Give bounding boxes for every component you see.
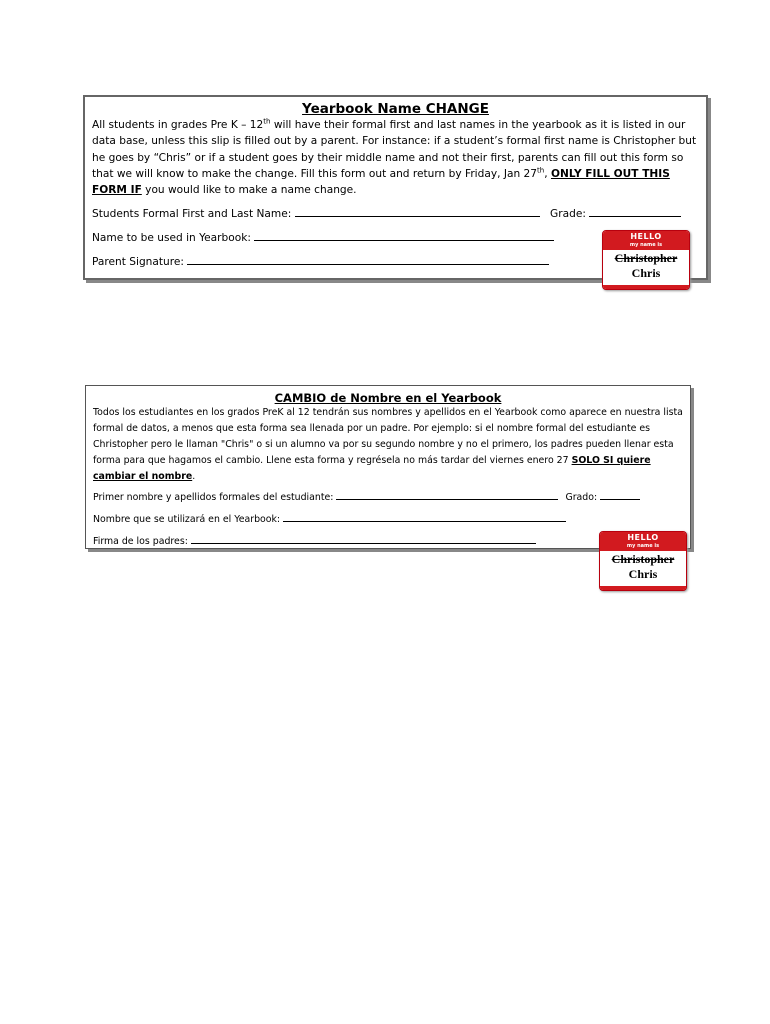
spanish-instructions-part2: . bbox=[192, 471, 196, 482]
english-sup1: th bbox=[263, 117, 271, 126]
english-instructions-part4: you would like to make a name change. bbox=[141, 184, 357, 197]
spanish-grade-label: Grado: bbox=[565, 492, 598, 503]
english-name-field[interactable] bbox=[295, 207, 540, 217]
spanish-form bbox=[85, 385, 691, 549]
name-tag-footer-stripe bbox=[603, 285, 689, 289]
name-tag-hello: HELLO bbox=[630, 232, 662, 241]
english-grade-field[interactable] bbox=[589, 207, 681, 217]
english-title: Yearbook Name CHANGE bbox=[302, 101, 489, 117]
english-sup2: th bbox=[537, 166, 545, 175]
english-yearbook-label: Name to be used in Yearbook: bbox=[92, 232, 251, 245]
spanish-signature-label: Firma de los padres: bbox=[93, 536, 188, 547]
spanish-name-field[interactable] bbox=[336, 490, 558, 500]
english-name-row bbox=[92, 202, 706, 226]
spanish-yearbook-label: Nombre que se utilizará en el Yearbook: bbox=[93, 514, 281, 525]
name-tag-header bbox=[603, 231, 689, 250]
name-tag-header bbox=[600, 532, 686, 551]
spanish-name-label: Primer nombre y apellidos formales del estudiante: bbox=[93, 492, 334, 503]
english-name-label: Students Formal First and Last Name: bbox=[92, 208, 292, 221]
english-instructions-part2: will have their formal first and last names in the yearbook as it is listed in our data base, unless this slip is filled out by a parent. For instance: if a student’s formal first name is Christopher but he goes by “Chris” or if a student goes by their middle name and not their first, parents can fill out this form so that we will know to make the change. Fill this form out and return by Friday, Jan 27 bbox=[92, 119, 697, 180]
name-tag-subtitle: my name is bbox=[629, 242, 663, 248]
spanish-signature-field[interactable] bbox=[191, 534, 536, 544]
spanish-instructions bbox=[93, 405, 684, 485]
english-signature-field[interactable] bbox=[187, 255, 549, 265]
spanish-title: CAMBIO de Nombre en el Yearbook bbox=[274, 391, 502, 405]
english-signature-label: Parent Signature: bbox=[92, 256, 184, 269]
name-tag-crossed-name: Christopher bbox=[614, 251, 678, 265]
spanish-yearbook-row bbox=[93, 509, 690, 531]
hello-name-tag-spanish bbox=[599, 531, 687, 591]
name-tag-crossed-name: Christopher bbox=[611, 552, 675, 566]
name-tag-nickname: Chris bbox=[631, 266, 661, 280]
english-grade-label: Grade: bbox=[550, 208, 586, 221]
english-yearbook-field[interactable] bbox=[254, 231, 554, 241]
spanish-instructions-part1: Todos los estudiantes en los grados PreK al 12 tendrán sus nombres y apellidos en el Yearbook como aparece en nuestra lista formal de datos, a menos que esta forma sea llenada por un padre. Por ejemplo: si el nombre formal del estudiante es Christopher pero le llaman "Chris" o si un alumno va por su segundo nombre y no el primero, los padres pueden llenar esta forma para que hagamos el cambio. Llene esta forma y regrésela no más tardar del viernes enero 27 bbox=[93, 407, 683, 466]
name-tag-hello: HELLO bbox=[627, 533, 659, 542]
hello-name-tag-english bbox=[602, 230, 690, 290]
english-instructions-part1: All students in grades Pre K – 12 bbox=[92, 119, 264, 131]
english-emphasis: ONLY FILL OUT THIS FORM IF bbox=[92, 167, 670, 197]
english-instructions bbox=[92, 117, 700, 198]
spanish-grade-field[interactable] bbox=[600, 490, 640, 500]
name-tag-footer-stripe bbox=[600, 586, 686, 590]
spanish-emphasis: SOLO SI quiere cambiar el nombre bbox=[93, 455, 651, 482]
english-instructions-part3: , bbox=[544, 167, 551, 180]
spanish-yearbook-field[interactable] bbox=[283, 512, 566, 522]
spanish-name-row bbox=[93, 487, 690, 509]
name-tag-nickname: Chris bbox=[628, 567, 658, 581]
name-tag-subtitle: my name is bbox=[626, 543, 660, 549]
